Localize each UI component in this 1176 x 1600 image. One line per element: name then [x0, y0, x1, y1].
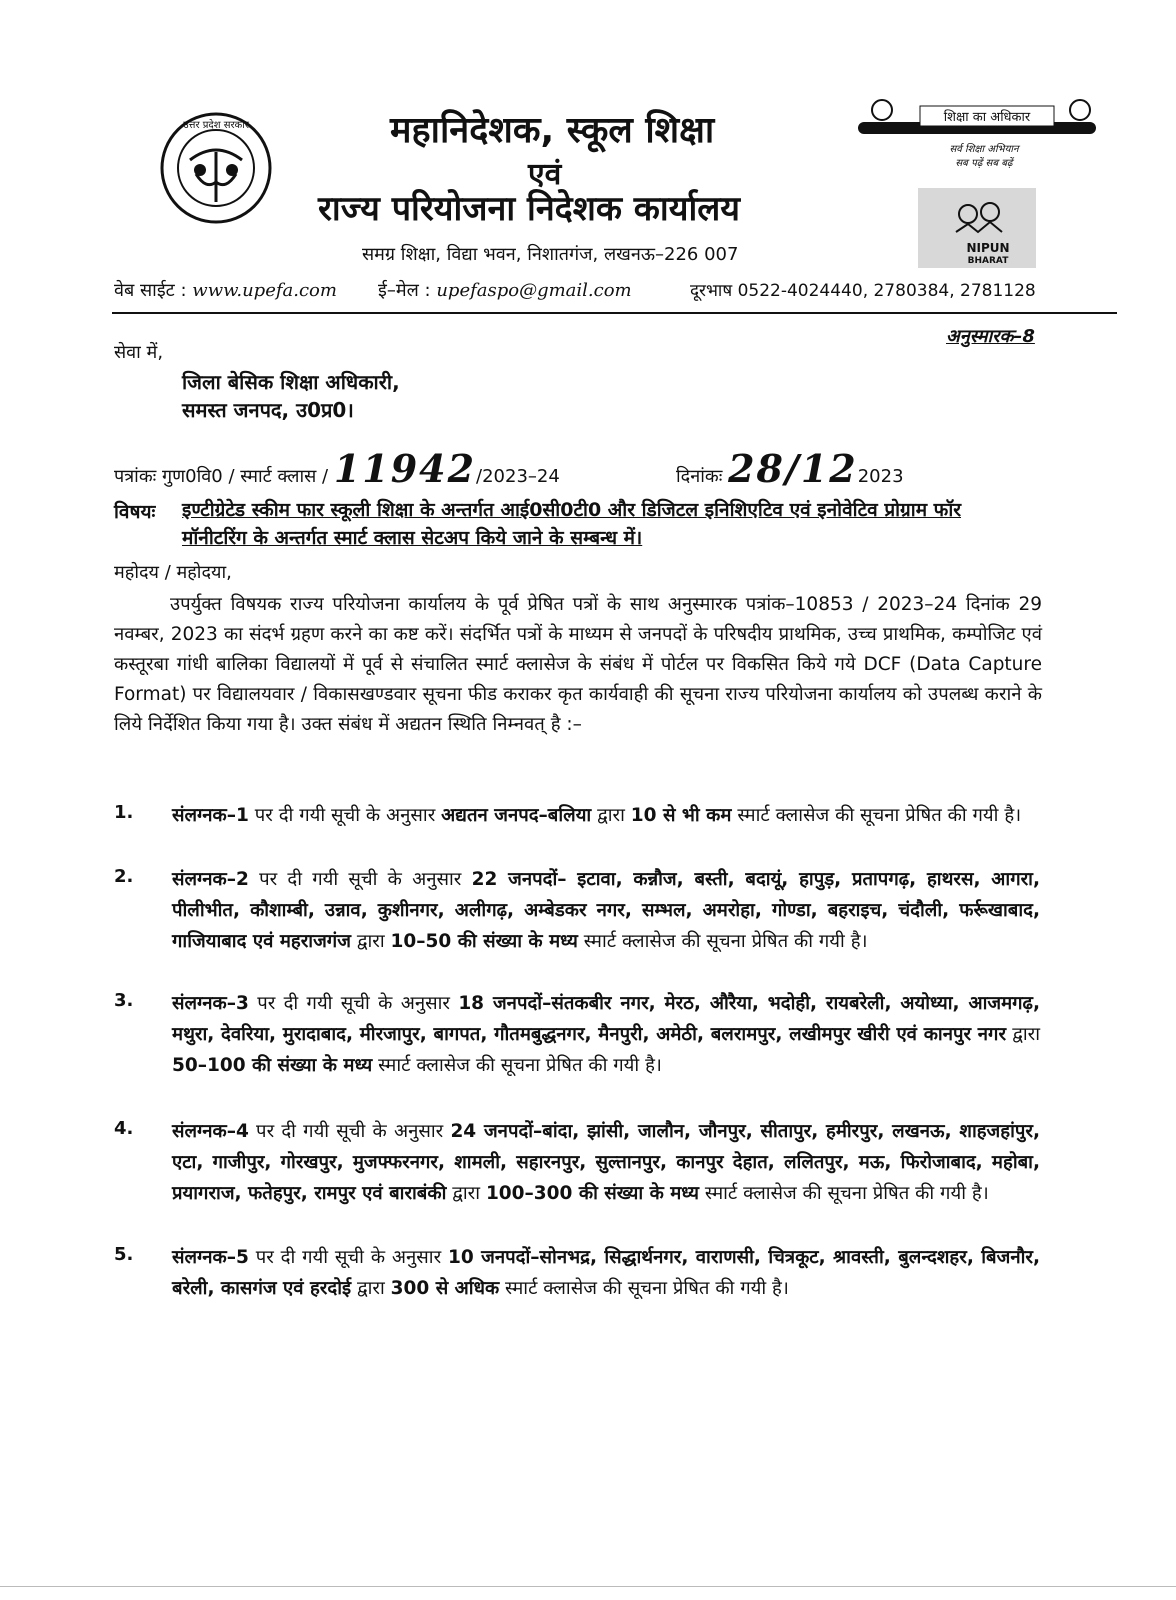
- item-4-text: [172, 1116, 1040, 1209]
- item-3-mid: 18 जनपदों–संतकबीर नगर, मेरठ, औरैया, भदोही, रायबरेली, अयोध्या, आजमगढ़, मथुरा, देवरिया, मुरादाबाद, मीरजापुर, बागपत, गौतमबुद्धनगर, मैनपुरी, अमेठी, बलरामपुर, लखीमपुर खीरी एवं कानपुर नगर: [172, 993, 1041, 1045]
- patrank-row: [114, 446, 560, 491]
- item-2-b: द्वारा: [350, 931, 391, 952]
- phone-line: [690, 278, 1036, 301]
- item-4-end: 100–300 की संख्या के मध्य: [485, 1183, 699, 1204]
- item-1-end: 10 से भी कम: [630, 805, 732, 826]
- nipun-text: NIPUN: [966, 241, 1010, 255]
- recipient-line2: समस्त जनपद, उ0प्र0।: [182, 398, 354, 422]
- bottom-edge-line: [0, 1586, 1176, 1587]
- item-3-b: द्वारा: [1006, 1024, 1040, 1045]
- email-label: ई–मेल :: [378, 280, 431, 301]
- item-1-text: [172, 800, 1040, 831]
- ssa-tagline: सब पढ़ें सब बढ़ें: [955, 158, 1013, 169]
- email-link[interactable]: upefaspo@gmail.com: [436, 280, 632, 301]
- item-2-end: 10–50 की संख्या के मध्य: [390, 931, 578, 952]
- item-1-c: स्मार्ट क्लासेज की सूचना प्रेषित की गयी है।: [731, 805, 1022, 826]
- header-divider: [112, 312, 1117, 314]
- website-label: वेब साईट :: [114, 280, 187, 301]
- subject-label: विषयः: [114, 501, 156, 523]
- item-3-c: स्मार्ट क्लासेज की सूचना प्रेषित की गयी है।: [372, 1055, 662, 1076]
- item-4-b: द्वारा: [446, 1183, 486, 1204]
- item-5-end: 300 से अधिक: [390, 1278, 500, 1299]
- item-1-number: 1.: [114, 802, 134, 823]
- item-1-a: पर दी गयी सूची के अनुसार: [248, 805, 442, 826]
- recipient-prefix: सेवा में,: [114, 342, 164, 363]
- item-4-mid: 24 जनपदों–बांदा, झांसी, जालौन, जौनपुर, सीतापुर, हमीरपुर, लखनऊ, शाहजहांपुर, एटा, गाजीपुर, गोरखपुर, मुजफ्फरनगर, शामली, सहारनपुर, सुल्तानपुर, कानपुर देहात, ललितपुर, मऊ, फिरोजाबाद, महोबा, प्रयागराज, फतेहपुर, रामपुर एवं बाराबंकी: [172, 1121, 1041, 1204]
- recipient-line1: जिला बेसिक शिक्षा अधिकारी,: [182, 370, 400, 394]
- up-govt-emblem-icon: [160, 112, 272, 224]
- nipun-bharat-logo: [918, 188, 1036, 268]
- item-3-number: 3.: [114, 990, 134, 1011]
- phone-number: 0522-4024440, 2780384, 2781128: [737, 281, 1036, 301]
- body-paragraph: उपर्युक्त विषयक राज्य परियोजना कार्यालय के पूर्व प्रेषित पत्रों के साथ अनुस्मारक पत्रांक–10853 / 2023–24 दिनांक 29 नवम्बर, 2023 का संदर्भ ग्रहण करने का कष्ट करें। संदर्भित पत्रों के माध्यम से जनपदों के परिषदीय प्राथमिक, उच्च प्राथमिक, कम्पोजिट एवं कस्तूरबा गांधी बालिका विद्यालयों में पूर्व से संचालित स्मार्ट क्लासेज के संबंध में पोर्टल पर विकसित किये गये DCF (Data Capture Format) पर विद्यालयवार / विकासखण्डवार सूचना फीड कराकर कृत कार्यवाही की सूचना राज्य परियोजना कार्यालय को उपलब्ध कराने के लिये निर्देशित किया गया है। उक्त संबंध में अद्यतन स्थिति निम्नवत् है :–: [114, 594, 1042, 735]
- header-title-line1: महानिदेशक, स्कूल शिक्षा: [390, 110, 715, 151]
- item-4-number: 4.: [114, 1118, 134, 1139]
- salutation: महोदय / महोदया,: [114, 562, 232, 583]
- nipun-bharat-icon: [918, 188, 1036, 268]
- reminder-number: अनुस्मारक–8: [946, 326, 1035, 347]
- item-5-c: स्मार्ट क्लासेज की सूचना प्रेषित की गयी है।: [499, 1278, 789, 1299]
- date-label: दिनांकः: [676, 466, 723, 487]
- item-3-end: 50–100 की संख्या के मध्य: [172, 1055, 373, 1076]
- item-4-a: पर दी गयी सूची के अनुसार: [248, 1121, 451, 1142]
- item-5-b: द्वारा: [351, 1278, 391, 1299]
- item-5-mid: 10 जनपदों–सोनभद्र, सिद्धार्थनगर, वाराणसी, चित्रकूट, श्रावस्ती, बुलन्दशहर, बिजनौर, बरेली, कासगंज एवं हरदोई: [172, 1247, 1041, 1299]
- website-line: [114, 278, 337, 302]
- patrank-label: पत्रांकः गुण0वि0 / स्मार्ट क्लास /: [114, 466, 329, 487]
- date-year: 2023: [857, 466, 904, 487]
- bharat-text: BHARAT: [967, 256, 1009, 266]
- item-5-lead: संलग्नक–5: [172, 1247, 249, 1268]
- date-handwritten: 28/12: [728, 446, 858, 491]
- item-3-a: पर दी गयी सूची के अनुसार: [248, 993, 459, 1014]
- item-1-lead: संलग्नक–1: [172, 805, 249, 826]
- item-2-c: स्मार्ट क्लासेज की सूचना प्रेषित की गयी है।: [577, 931, 868, 952]
- item-4-lead: संलग्नक–4: [172, 1121, 249, 1142]
- header-title-line3: राज्य परियोजना निदेशक कार्यालय: [318, 189, 741, 229]
- item-4-c: स्मार्ट क्लासेज की सूचना प्रेषित की गयी है।: [699, 1183, 989, 1204]
- item-3-lead: संलग्नक–3: [172, 993, 249, 1014]
- item-5-text: [172, 1242, 1040, 1304]
- item-5-number: 5.: [114, 1244, 134, 1265]
- item-2-number: 2.: [114, 866, 134, 887]
- rte-logo: [852, 92, 1102, 170]
- item-2-text: [172, 864, 1040, 957]
- item-3-text: [172, 988, 1040, 1081]
- ssa-text: सर्व शिक्षा अभियान: [949, 144, 1019, 155]
- subject-text: इण्टीग्रेटेड स्कीम फार स्कूली शिक्षा के अन्तर्गत आई0सी0टी0 और डिजिटल इनिशिएटिव एवं इनोवेटिव प्रोग्राम फॉर मॉनीटरिंग के अन्तर्गत स्मार्ट क्लास सेटअप किये जाने के सम्बन्ध में।: [182, 499, 962, 549]
- office-address: समग्र शिक्षा, विद्या भवन, निशातगंज, लखनऊ–226 007: [362, 244, 739, 265]
- patrank-number-handwritten: 11942: [333, 446, 477, 491]
- website-link[interactable]: www.upefa.com: [192, 280, 337, 301]
- patrank-year: /2023–24: [476, 466, 560, 487]
- rte-title: शिक्षा का अधिकार: [943, 110, 1031, 125]
- header-title-line2: एवं: [528, 157, 562, 192]
- item-2-mid: 22 जनपदों– इटावा, कन्नौज, बस्ती, बदायूं, हापुड़, प्रतापगढ़, हाथरस, आगरा, पीलीभीत, कौशाम्बी, उन्नाव, कुशीनगर, अलीगढ़, अम्बेडकर नगर, सम्भल, अमरोहा, गोण्डा, बहराइच, चंदौली, फर्रूखाबाद, गाजियाबाद एवं महराजगंज: [172, 869, 1040, 952]
- emblem-text: उत्तर प्रदेश सरकार: [183, 120, 249, 131]
- item-2-a: पर दी गयी सूची के अनुसार: [248, 869, 472, 890]
- date-row: [676, 446, 904, 491]
- up-govt-emblem: [160, 112, 272, 224]
- item-1-mid: अद्यतन जनपद–बलिया: [441, 805, 592, 826]
- phone-label: दूरभाष: [690, 281, 733, 301]
- email-line: [378, 278, 632, 302]
- item-2-lead: संलग्नक–2: [172, 869, 249, 890]
- item-5-a: पर दी गयी सूची के अनुसार: [248, 1247, 449, 1268]
- rte-logo-icon: [852, 92, 1102, 170]
- item-1-b: द्वारा: [591, 805, 631, 826]
